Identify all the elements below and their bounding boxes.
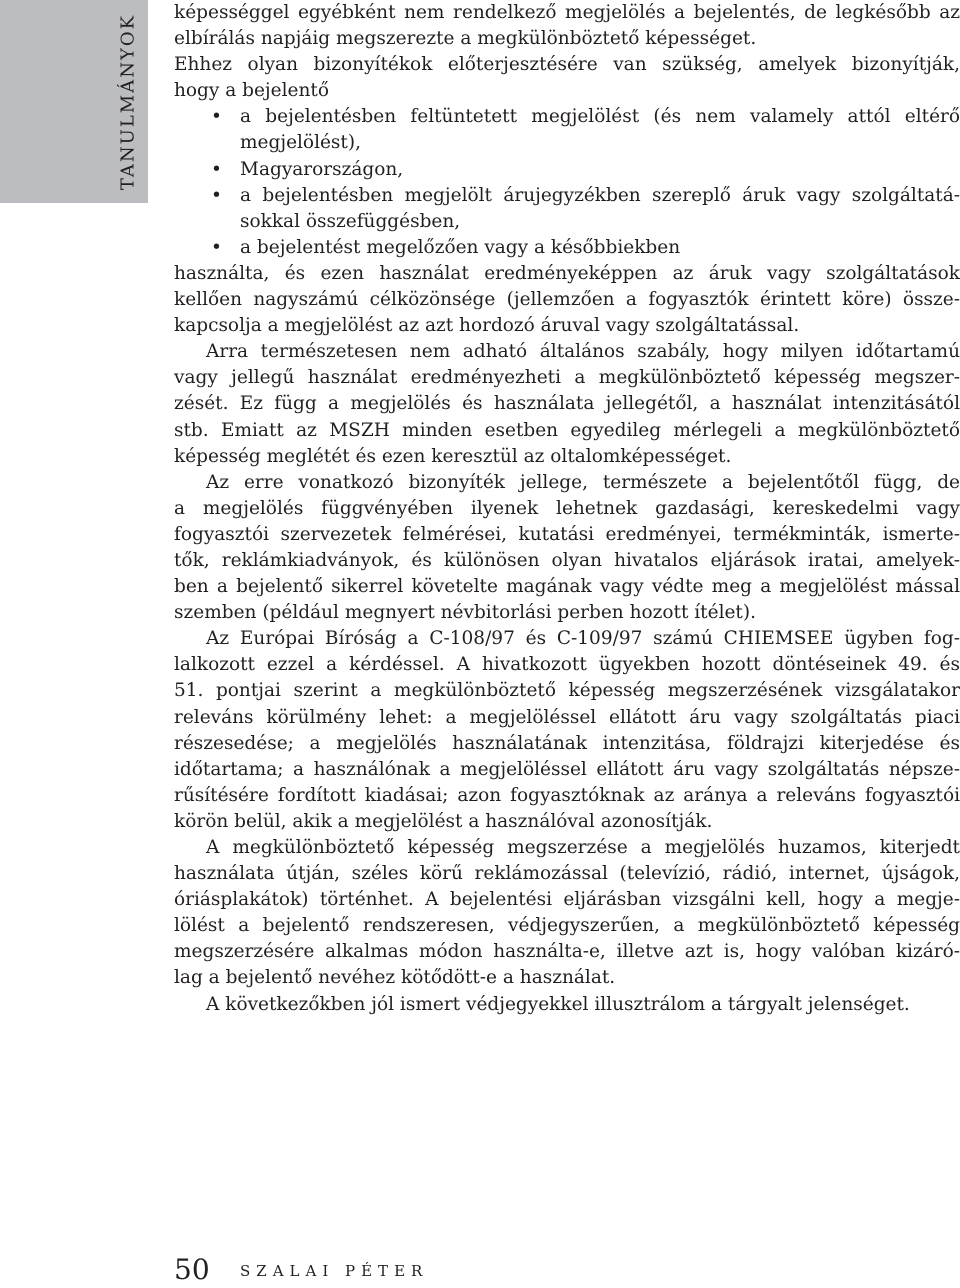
text-line-content: A következőkben jól ismert védjegyekkel illusztrálom a tárgyalt jelenséget. [206, 993, 910, 1015]
text-line-content: szemben (például megnyert névbitorlási perben hozott ítélet). [174, 602, 756, 624]
text-line-content: Az erre vonatkozó bizonyíték jellege, természete a bejelentőtől függ, de [206, 471, 960, 493]
text-line-content: részesedése; a megjelölés használatának intenzitása, földrajzi kiterjedése és [174, 732, 960, 754]
text-line-content: kellően nagyszámú célközönsége (jellemzően a fogyasztók érintett köre) össze- [174, 289, 960, 311]
text-line [174, 522, 960, 548]
text-line-content: rűsítésére fordított kiadásai; azon fogyasztóknak az aránya a releváns fogyasztói [174, 784, 960, 806]
text-line [174, 52, 960, 78]
text-line-content: használta, és ezen használat eredményeképpen az áruk vagy szolgáltatások [174, 262, 960, 284]
text-line-content: vagy jellegű használat eredményezheti a megkülönböztető képesség megszer- [174, 367, 960, 389]
text-line-content: elbírálás napjáig megszerezte a megkülönböztető képességet. [174, 28, 757, 50]
text-line [174, 939, 960, 965]
text-line [174, 731, 960, 757]
text-line-content: ben a bejelentő sikerrel követelte magának vagy védte meg a megjelölést mással [174, 576, 960, 598]
text-line [174, 26, 960, 52]
text-line [174, 992, 960, 1018]
section-tab [0, 0, 148, 203]
text-line [174, 652, 960, 678]
text-line-content: 51. pontjai szerint a megkülönböztető képesség megszerzésének vizsgálatakor [174, 680, 960, 702]
text-line [174, 757, 960, 783]
text-line [174, 600, 960, 626]
section-label: TANULMÁNYOK [117, 13, 139, 191]
text-line-content: fogyasztói szervezetek felmérései, kutatási eredményei, termékminták, ismerte- [174, 523, 960, 545]
text-line [174, 209, 960, 235]
bullet-marker: • [211, 236, 222, 258]
text-line [174, 261, 960, 287]
text-line-content: hogy a bejelentő [174, 80, 329, 102]
text-line-content: a bejelentésben feltüntetett megjelölést (és nem valamely attól eltérő [240, 106, 960, 128]
text-line-content: tők, reklámkiadványok, és különösen olyan hivatalos eljárások iratai, amelyek- [174, 549, 960, 571]
text-line-content: a bejelentésben megjelölt árujegyzékben szereplő áruk vagy szolgáltatá- [240, 184, 960, 206]
page-number: 50 [174, 1253, 210, 1286]
text-line [174, 235, 960, 261]
text-line [174, 365, 960, 391]
text-line-content: lölést a bejelentő rendszeresen, védjegyszerűen, a megkülönböztető képesség [174, 915, 960, 937]
text-line-content: képességgel egyébként nem rendelkező megjelölés a bejelentés, de legkésőbb az [174, 2, 960, 23]
bullet-marker: • [211, 158, 222, 180]
text-line-content: Arra természetesen nem adható általános szabály, hogy milyen időtartamú [206, 341, 960, 363]
text-line-content: körön belül, akik a megjelölést a használóval azonosítják. [174, 810, 713, 832]
text-line [174, 313, 960, 339]
text-line-content: használata útján, széles körű reklámozással (televízió, rádió, internet, újságok, [174, 863, 960, 885]
bullet-marker: • [211, 106, 222, 128]
text-line-content: zését. Ez függ a megjelölés és használata jellegétől, a használat intenzitásától [174, 393, 960, 415]
text-line [174, 339, 960, 365]
text-line [174, 705, 960, 731]
text-line [174, 574, 960, 600]
text-line [174, 418, 960, 444]
text-line [174, 678, 960, 704]
text-line-content: Az Európai Bíróság a C-108/97 és C-109/97 számú CHIEMSEE ügyben fog- [206, 628, 960, 650]
text-line [174, 548, 960, 574]
text-line-content: a bejelentést megelőzően vagy a későbbiekben [240, 236, 681, 258]
text-line-content: a megjelölés függvényében ilyenek lehetnek gazdasági, kereskedelmi vagy [174, 497, 960, 519]
text-line-content: lag a bejelentő nevéhez kötődött-e a használat. [174, 967, 616, 989]
text-line-content: megjelölést), [240, 132, 361, 154]
text-line [174, 0, 960, 26]
bullet-marker: • [211, 184, 222, 206]
text-line [174, 444, 960, 470]
text-line-content: A megkülönböztető képesség megszerzése a megjelölés huzamos, kiterjedt [206, 837, 960, 858]
text-line [174, 965, 960, 991]
text-line-content: lalkozott ezzel a kérdéssel. A hivatkozott ügyekben hozott döntéseinek 49. és [174, 654, 960, 676]
text-line [174, 287, 960, 313]
text-line-content: Magyarországon, [240, 158, 404, 180]
text-line-content: megszerzésére alkalmas módon használta-e, illetve azt is, hogy valóban kizáró- [174, 941, 960, 963]
text-line [174, 809, 960, 835]
text-line [174, 183, 960, 209]
text-line-content: óriásplakátok) történhet. A bejelentési eljárásban vizsgálni kell, hogy a megje- [174, 889, 960, 911]
text-line [174, 496, 960, 522]
text-line [174, 835, 960, 861]
text-line [174, 391, 960, 417]
text-line [174, 470, 960, 496]
author-name: SZALAI PÉTER [240, 1262, 429, 1280]
text-line [174, 78, 960, 104]
text-line [174, 104, 960, 130]
text-line [174, 157, 960, 183]
text-line-content: sokkal összefüggésben, [240, 210, 461, 232]
text-line-content: stb. Emiatt az MSZH minden esetben egyedileg mérlegeli a megkülönböztető [174, 419, 960, 441]
text-line [174, 626, 960, 652]
text-line-content: releváns körülmény lehet: a megjelöléssel ellátott áru vagy szolgáltatás piaci [174, 706, 960, 728]
text-line-content: képesség meglétét és ezen keresztül az oltalomképességet. [174, 445, 732, 467]
text-line [174, 913, 960, 939]
text-line-content: Ehhez olyan bizonyítékok előterjesztésére van szükség, amelyek bizonyítják, [174, 54, 960, 76]
text-line [174, 130, 960, 156]
text-line-content: kapcsolja a megjelölést az azt hordozó áruval vagy szolgáltatással. [174, 315, 800, 337]
text-line [174, 861, 960, 887]
text-line [174, 783, 960, 809]
body-text [174, 0, 960, 1018]
text-line-content: időtartama; a használónak a megjelöléssel ellátott áru vagy szolgáltatás népsze- [174, 758, 960, 780]
text-line [174, 887, 960, 913]
